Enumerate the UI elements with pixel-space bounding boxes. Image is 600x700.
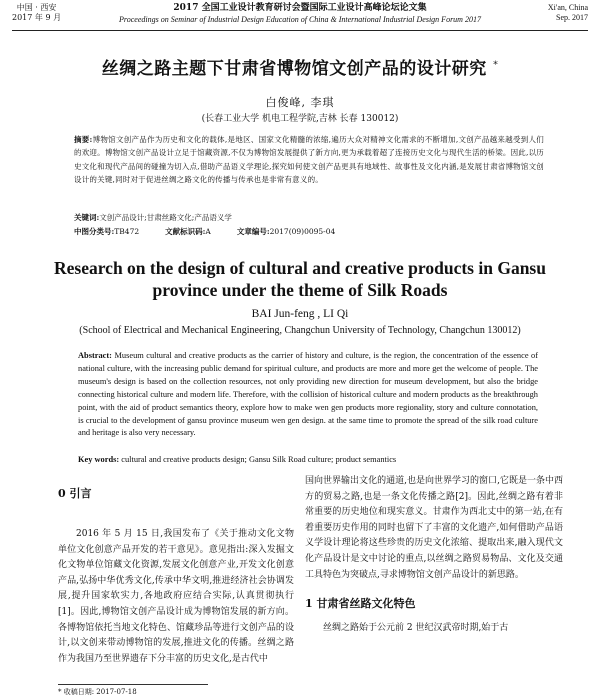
- english-abstract-label: Abstract:: [78, 351, 112, 360]
- clc-value: TB472: [114, 227, 140, 236]
- document-code-value: A: [205, 227, 211, 236]
- english-title: Research on the design of cultural and creative products in Gansu province under the theme of Silk Roads: [54, 258, 546, 300]
- header-location: 中国 · 西安: [16, 3, 57, 12]
- introduction-paragraph: 2016 年 5 月 15 日,我国发布了《关于推动文化文物单位文化创意产品开发的若干意见》。意见指出:深入发掘文化文物单位馆藏文化资源,发展文化创意产业,开发文化创意产品,弘扬中华优秀文化,传承中华文明,推进经济社会协调发展,提升国家软实力,各地政府应结合实际,认真贯彻执行[1]。因此,博物馆文创产品设计成为博物馆发展的新方向。各博物馆依托当地文化特色、馆藏珍品等进行文创产品的设计,以文创来带动博物馆的发展,推进文化的传播。丝绸之路作为我国乃至世界遗存下分丰富的历史文化,是古代中: [58, 529, 294, 664]
- english-keywords-label: Key words:: [78, 455, 120, 464]
- header-proceedings: [12, 3, 588, 25]
- chinese-abstract: [74, 133, 544, 186]
- english-abstract-text: Museum cultural and creative products as the carrier of history and culture, is the region, the concentration of the essence of national culture, with the increasing public demand for spiritual culture, and products are more and more get the welcome of people. The museum's design is based on the collection resources, not only providing new direction for museum development, but also the bridge connecting historical culture and modern life. Therefore, with the collision of historical culture and modern products as the breakthrough point, with the aid of product semantics theory, explore how to make wen gen products more regionality, story and culture connotation, is crucial to the development of gansu province museum wen gen design. at the same time to promote the spread of the silk road culture and heritage is also very necessary.: [78, 351, 538, 438]
- article-number: [237, 226, 335, 237]
- section1-paragraph: 丝绸之路始于公元前 2 世纪汉武帝时期,始于古: [323, 623, 509, 634]
- article-number-label: 文章编号:: [236, 227, 270, 236]
- running-header: [12, 3, 588, 31]
- classification-line: [74, 226, 544, 237]
- clc-number: [74, 226, 139, 237]
- section-heading-introduction: 0 引言: [58, 487, 92, 500]
- clc-label: 中图分类号:: [74, 227, 115, 236]
- chinese-keywords-text: 文创产品设计;甘肃丝路文化;产品语义学: [99, 213, 232, 222]
- document-code-label: 文献标识码:: [165, 227, 206, 236]
- header-city-en: Xi'an, China: [547, 3, 588, 12]
- title-footnote-mark: *: [493, 60, 499, 71]
- body-column-right: [305, 474, 563, 637]
- chinese-abstract-text: 博物馆文创产品作为历史和文化的载体,是地区、国家文化精髓的浓缩,遍历大众对精神文化需求的不断增加,文创产品越来越受到人们的欢迎。博物馆文创产品设计立足于馆藏资源,不仅为博物馆发展提供了新方向,更为承载着超了连接历史文化与现代生活的桥梁。因此,以历史文化和现代产品间的碰撞为切入点,借助产品语义学理论,探究如何使文创产品更具有地域性、故事性及文化内涵,是发展甘肃省博物馆文创设计的关键,同时对于促进丝绸之路文化的传播与传承也是非常有意义的。: [74, 135, 544, 184]
- english-affiliation: (School of Electrical and Mechanical Engineering, Changchun University of Technology, Changchun 130012): [79, 325, 521, 336]
- header-date-en: Sep. 2017: [556, 13, 588, 22]
- body-column-left: [58, 474, 294, 667]
- english-authors: BAI Jun-feng , LI Qi: [251, 308, 349, 320]
- chinese-title: [20, 54, 580, 79]
- footnote-received-date: * 收稿日期: 2017-07-18: [58, 684, 208, 697]
- english-keywords-text: cultural and creative products design; Gansu Silk Road culture; product semantics: [121, 455, 397, 464]
- chinese-keywords-label: 关键词:: [74, 213, 100, 222]
- chinese-authors: 白俊峰, 李琪: [265, 96, 335, 109]
- chinese-affiliation: (长春工业大学 机电工程学院,吉林 长春 130012): [201, 114, 399, 124]
- chinese-keywords: [74, 212, 544, 223]
- header-proceedings-cn: 2017 全国工业设计教育研讨会暨国际工业设计高峰论坛论文集: [173, 3, 427, 13]
- introduction-paragraph-continued: 国向世界输出文化的通道,也是向世界学习的窗口,它既是一条中西方的贸易之路,也是一条文化传播之路[2]。因此,丝绸之路有着非常重要的历史地位和现实意义。甘肃作为西北丈中的第一站,在有着重要历史作用的同时也留下了丰富的文化遗产,如何借助产品语义学设计理论将这些珍贵的历史文化浓缩、提取出来,融入现代文化产品设计是文中讨论的重点,以丝绸之路贸易物品、文化及交通工具特色为突破点,寻求博物馆文创产品设计的新思路。: [305, 476, 563, 580]
- header-location-en: [548, 3, 588, 23]
- section-heading-1: 1 甘肃省丝路文化特色: [305, 597, 416, 611]
- header-proceedings-en: Proceedings on Seminar of Industrial Design Education of China & International Industrial Design Forum 2017: [119, 15, 481, 24]
- document-code: [165, 226, 211, 237]
- chinese-abstract-label: 摘要:: [74, 135, 93, 144]
- english-keywords: [78, 455, 538, 464]
- chinese-title-text: 丝绸之路主题下甘肃省博物馆文创产品的设计研究: [101, 59, 487, 79]
- article-number-value: 2017(09)0095-04: [269, 227, 336, 236]
- english-abstract: [78, 350, 538, 440]
- header-date: 2017 年 9 月: [12, 13, 62, 22]
